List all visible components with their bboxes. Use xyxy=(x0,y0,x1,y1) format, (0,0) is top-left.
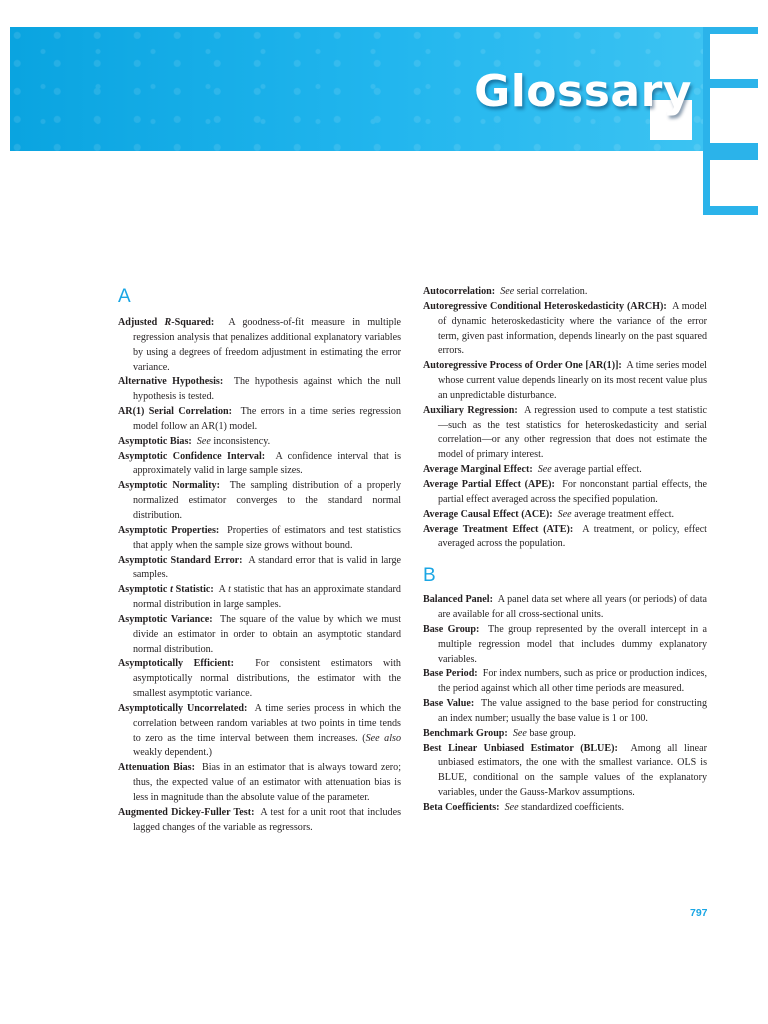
glossary-entry: Average Causal Effect (ACE): See average treatment effect. xyxy=(423,508,675,520)
glossary-entry: Augmented Dickey-Fuller Test: A test for a unit root that includes lagged changes of the variable as regressors. xyxy=(118,806,402,833)
page-number: 797 xyxy=(690,907,708,919)
glossary-entry: Autoregressive Conditional Heteroskedasticity (ARCH): A model of dynamic heteroskedasticity where the variance of the error term, given past information, depends linearly on the past squared errors. xyxy=(423,300,707,357)
section-letter-b: B xyxy=(423,565,436,587)
glossary-entry: Autoregressive Process of Order One [AR(1)]: A time series model whose current value depends linearly on its most recent value plus an unpredictable disturbance. xyxy=(423,360,707,401)
glossary-entry: Average Marginal Effect: See average partial effect. xyxy=(423,464,642,476)
glossary-entry: Asymptotic Variance: The square of the value by which we must divide an estimator in order to obtain an asymptotic standard normal distribution. xyxy=(118,613,402,655)
glossary-entry: Asymptotic Standard Error: A standard error that is valid in large samples. xyxy=(118,554,401,581)
glossary-entry: Base Period: For index numbers, such as price or production indices, the period against which all other time periods are measured. xyxy=(423,668,708,695)
glossary-entry: Average Partial Effect (APE): For nonconstant partial effects, the partial effect averaged across the specified population. xyxy=(423,478,708,505)
decorative-square xyxy=(710,160,758,206)
glossary-entry: Autocorrelation: See serial correlation. xyxy=(423,286,588,297)
glossary-entry: Asymptotically Efficient: For consistent estimators with asymptotically normal distributions, the estimator with the smallest asymptotic variance. xyxy=(118,658,401,700)
glossary-entry: Alternative Hypothesis: The hypothesis against which the null hypothesis is tested. xyxy=(118,376,401,403)
glossary-entry: Asymptotic Normality: The sampling distribution of a properly normalized estimator converges to the standard normal distribution. xyxy=(118,480,401,521)
glossary-entry: Auxiliary Regression: A regression used to compute a test statistic—such as the test statistics for heteroskedasticity and serial correlation—or any other regression that does not estimate the model of primary interest. xyxy=(423,404,707,461)
glossary-entry: Asymptotic Confidence Interval: A confidence interval that is approximately valid in large sample sizes. xyxy=(118,450,401,477)
glossary-entry: Attenuation Bias: Bias in an estimator that is always toward zero; thus, the expected value of an estimator with attenuation bias is less in magnitude than the absolute value of the parameter. xyxy=(118,762,402,803)
glossary-entry: Asymptotically Uncorrelated: A time series process in which the correlation between random variables at two points in time tends to zero as the time interval between them increases. (See also weakly dependent.) xyxy=(118,702,402,759)
decorative-square xyxy=(710,88,758,143)
section-letter-a: A xyxy=(118,286,131,307)
page-title: Glossary xyxy=(474,66,692,117)
glossary-entry: Base Value: The value assigned to the base period for constructing an index number; usually the base value is 1 or 100. xyxy=(423,698,707,724)
decorative-square xyxy=(710,34,758,79)
glossary-entry: AR(1) Serial Correlation: The errors in a time series regression model follow an AR(1) model. xyxy=(118,406,401,432)
glossary-entry: Balanced Panel: A panel data set where all years (or periods) of data are available for all cross-sectional units. xyxy=(423,594,707,621)
glossary-entry: Benchmark Group: See base group. xyxy=(423,727,576,739)
glossary-entry: Best Linear Unbiased Estimator (BLUE): Among all linear unbiased estimators, the one with the smallest variance. OLS is BLUE, conditional on the sample values of the explanatory variables, under the Gauss-Markov assumptions. xyxy=(423,742,707,799)
glossary-entry: Adjusted R-Squared: A goodness-of-fit measure in multiple regression analysis that penalizes additional explanatory variables by using a degrees of freedom adjustment in estimating the error variance. xyxy=(118,317,401,373)
glossary-entry: Asymptotic Bias: See inconsistency. xyxy=(118,435,271,447)
glossary-entry: Base Group: The group represented by the overall intercept in a multiple regression model that includes dummy explanatory variables. xyxy=(423,623,707,665)
left-column xyxy=(118,287,401,836)
glossary-entry: Asymptotic t Statistic: A t statistic that has an approximate standard normal distribution in large samples. xyxy=(118,584,401,611)
glossary-entry: Beta Coefficients: See standardized coefficients. xyxy=(423,802,625,813)
right-column xyxy=(423,285,707,816)
glossary-entry: Asymptotic Properties: Properties of estimators and test statistics that apply when the sample size grows without bound. xyxy=(118,524,401,551)
glossary-entry: Average Treatment Effect (ATE): A treatment, or policy, effect averaged across the population. xyxy=(423,523,707,550)
